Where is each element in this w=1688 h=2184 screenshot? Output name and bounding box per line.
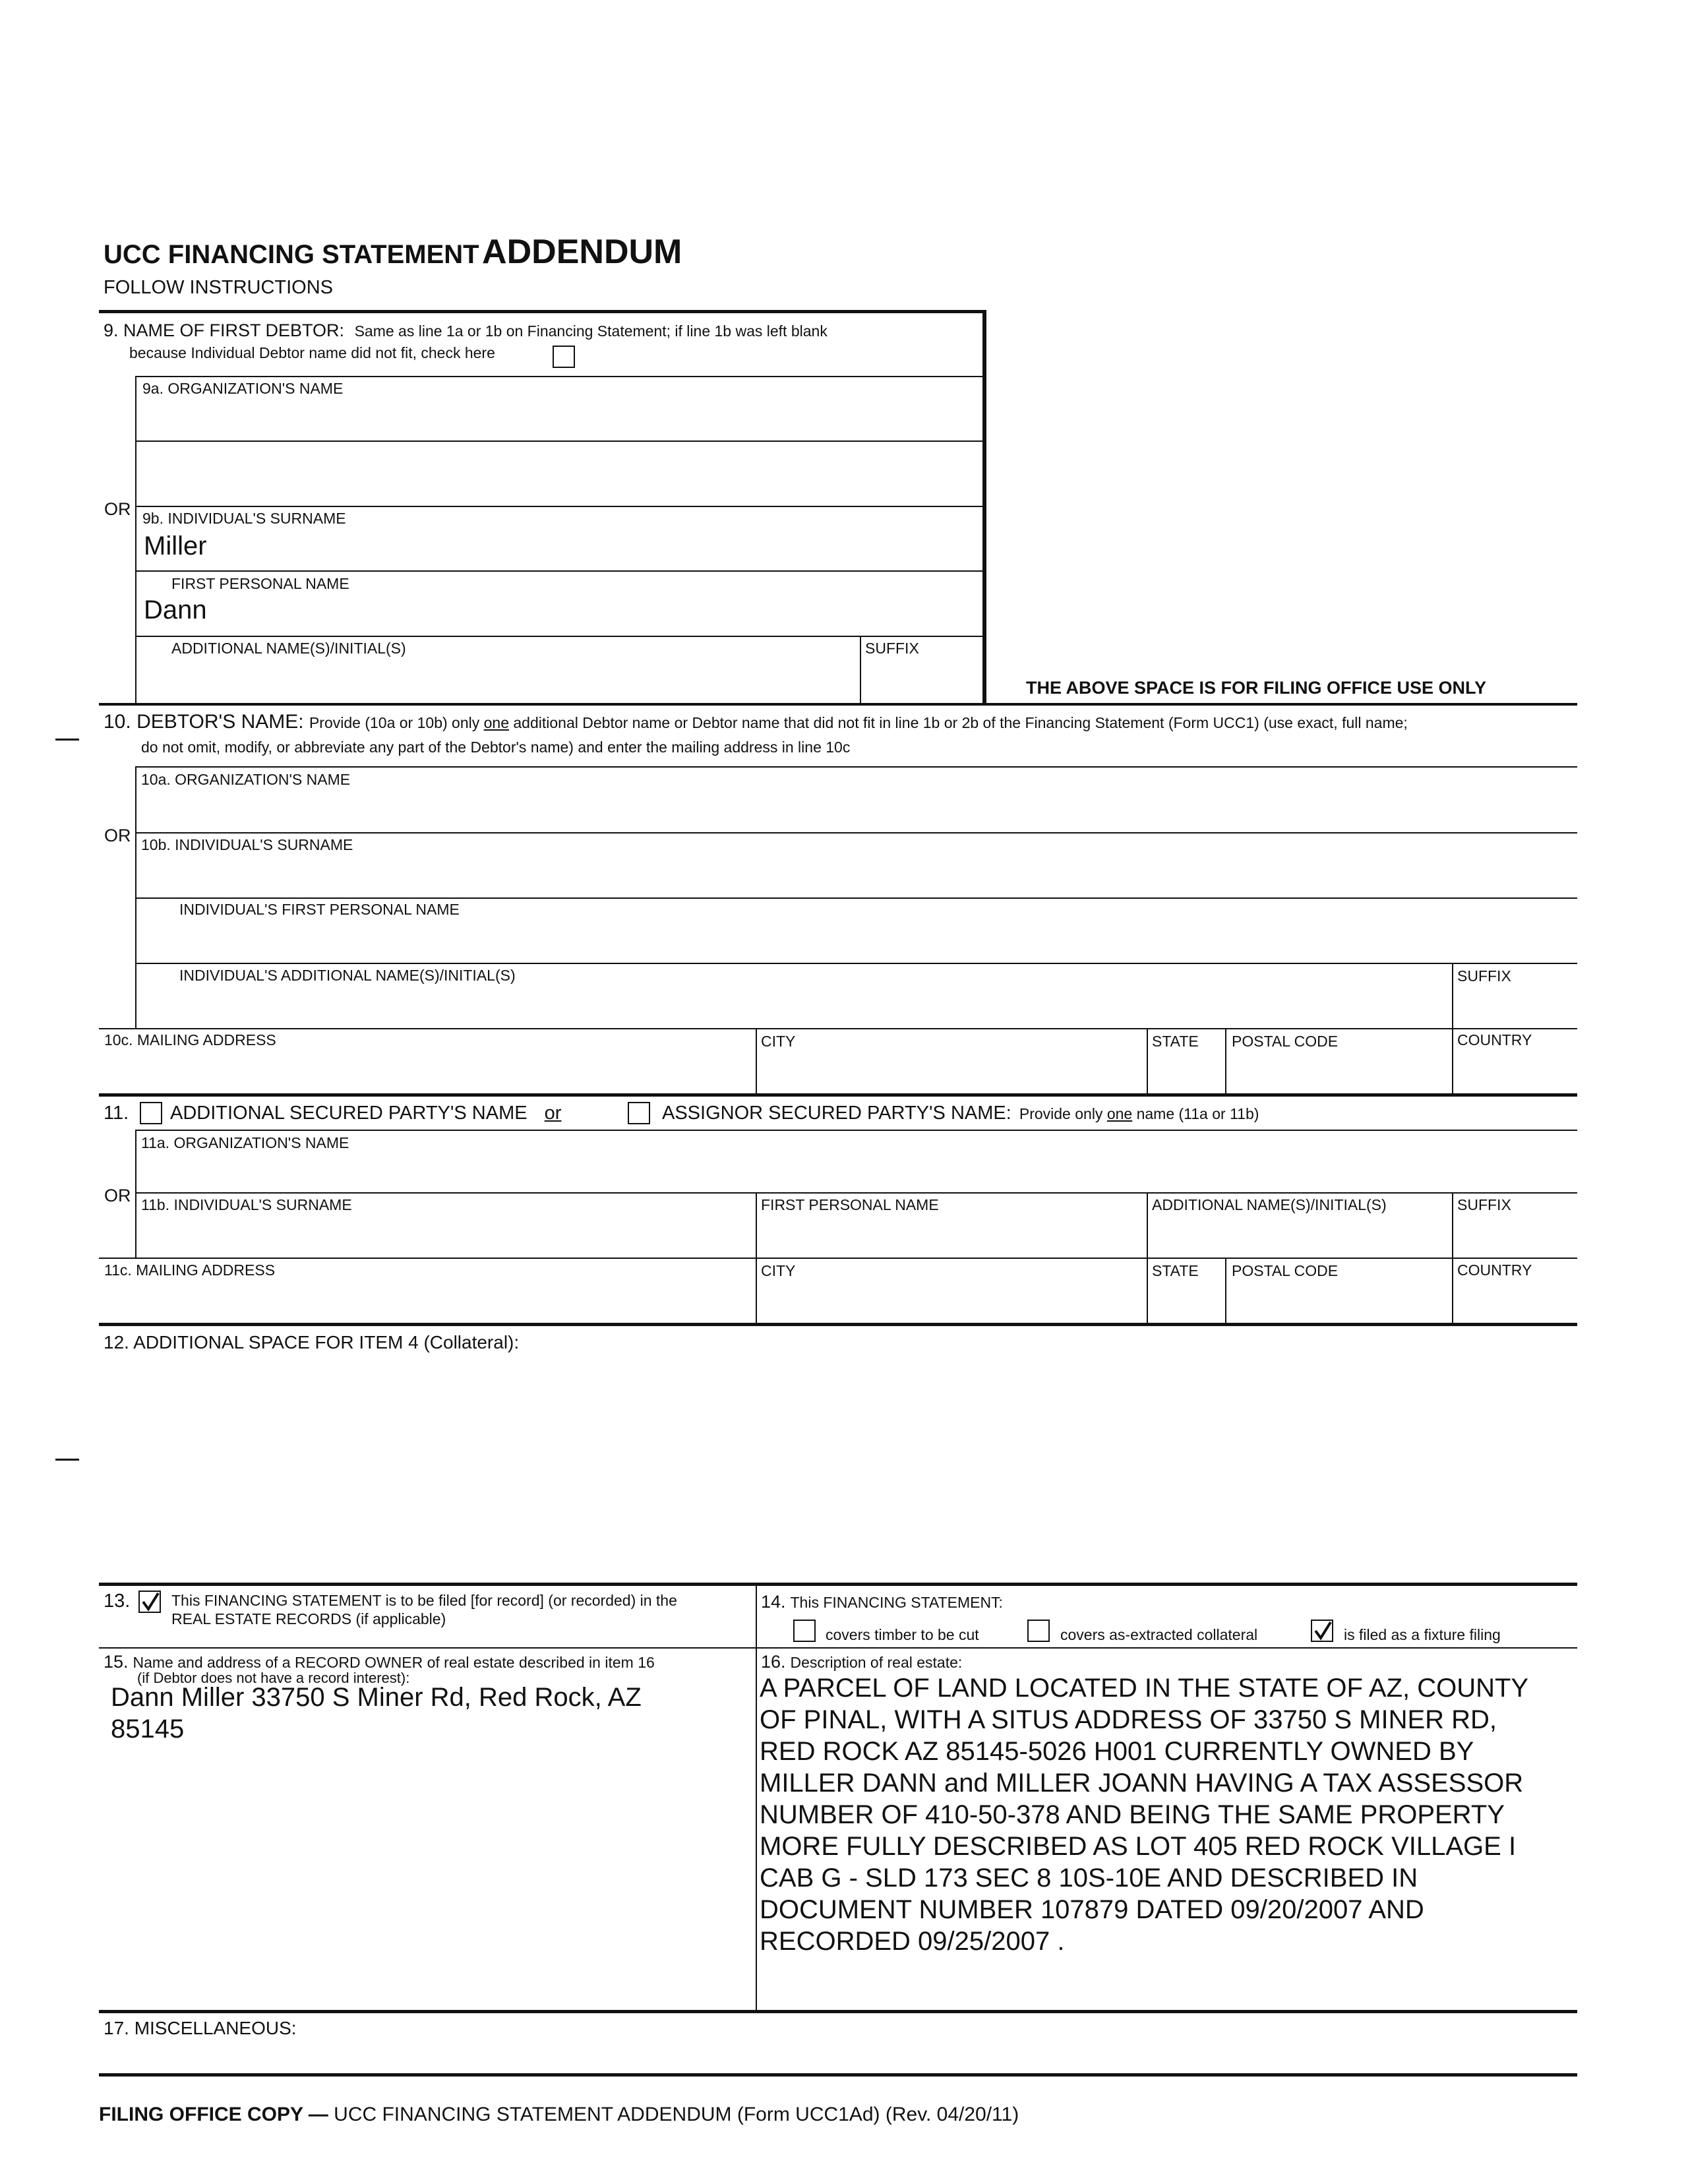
s11-top-rule [99,1093,1577,1097]
s11-country-label: COUNTRY [1457,1261,1532,1279]
s10-or: OR [104,826,131,845]
s9b-value: Miller [144,531,207,561]
s9-or: OR [104,499,131,519]
s11-additional-label: ADDITIONAL SECURED PARTY'S NAME or [170,1103,562,1124]
s15-label: 15. Name and address of a RECORD OWNER of real estate described in item 16 [104,1652,655,1672]
s11-additional-checkbox[interactable] [140,1102,162,1124]
s10-city-divider [756,1028,757,1094]
s10-first-label: INDIVIDUAL'S FIRST PERSONAL NAME [179,901,460,918]
s9-rule-b [135,440,984,442]
s10b-label: 10b. INDIVIDUAL'S SURNAME [141,836,353,853]
s11-first-label: FIRST PERSONAL NAME [761,1196,939,1213]
s17-top-rule [99,2010,1577,2013]
s10-suffix-divider [1452,963,1453,1029]
s10-postal-label: POSTAL CODE [1232,1033,1339,1050]
check-icon [1313,1621,1332,1641]
s13-checkbox[interactable] [138,1591,161,1613]
s14-label: 14. This FINANCING STATEMENT: [761,1592,1003,1612]
s10-rule-e [99,1028,1577,1029]
s9-heading: 9. NAME OF FIRST DEBTOR: Same as line 1a or 1b on Financing Statement; if line 1b was left blank [104,320,828,340]
s9-first-value: Dann [144,595,207,624]
s9-suffix-divider [860,636,861,703]
s16-line: A PARCEL OF LAND LOCATED IN THE STATE OF AZ, COUNTY [760,1674,1529,1703]
s11-assignor-label: ASSIGNOR SECURED PARTY'S NAME: Provide only one name (11a or 11b) [662,1103,1259,1124]
s11-suffix-divider [1452,1192,1453,1258]
s15-sub: (if Debtor does not have a record interest): [137,1670,410,1686]
s9-additional-label: ADDITIONAL NAME(S)/INITIAL(S) [171,640,406,657]
s16-description [760,1672,1576,1957]
s13-num: 13. [104,1591,131,1612]
s9-left-rule [135,376,136,703]
s11-additional-name-label: ADDITIONAL NAME(S)/INITIAL(S) [1152,1196,1387,1213]
s10-rule-c [135,897,1577,899]
s17-bottom-rule [99,2073,1577,2077]
s10-note2: do not omit, modify, or abbreviate any part of the Debtor's name) and enter the mailing address in line 10c [141,739,851,756]
s9a-label: 9a. ORGANIZATION'S NAME [142,380,344,397]
s14-fixture-label: is filed as a fixture filing [1344,1626,1501,1643]
s11-rule-c [99,1258,1577,1259]
s11-city-divider [756,1258,757,1323]
s11a-label: 11a. ORGANIZATION'S NAME [141,1134,349,1151]
form-title-main: UCC FINANCING STATEMENT [104,240,479,269]
s16-line: MILLER DANN and MILLER JOANN HAVING A TAX ASSESSOR [760,1769,1524,1798]
s11b-label: 11b. INDIVIDUAL'S SURNAME [141,1196,352,1213]
s10-postal-divider [1225,1028,1226,1094]
s11-or: OR [104,1186,131,1205]
s16-line: NUMBER OF 410-50-378 AND BEING THE SAME PROPERTY [760,1800,1505,1829]
s16-line: DOCUMENT NUMBER 107879 DATED 09/20/2007 AND [760,1895,1424,1924]
s11-rule-b [135,1192,1577,1194]
s10-country-divider [1452,1028,1453,1094]
s16-label: 16. Description of real estate: [761,1652,963,1672]
s11-additional-divider [1147,1192,1148,1258]
s11-suffix-label: SUFFIX [1457,1196,1511,1213]
s10a-label: 10a. ORGANIZATION'S NAME [141,771,351,788]
s9-rule-e [135,636,984,637]
s11-state-label: STATE [1152,1262,1199,1279]
s15-top-rule [99,1647,1577,1649]
form-title [104,232,682,272]
s10-heading: 10. DEBTOR'S NAME: Provide (10a or 10b) only one additional Debtor name or Debtor name that did not fit in line 1b or 2b of the Financing Statement (Form UCC1) (use exact, full name; [104,711,1408,733]
s14-extracted-checkbox[interactable] [1027,1620,1050,1642]
s13-top-rule [99,1583,1577,1586]
follow-instructions: FOLLOW INSTRUCTIONS [104,277,334,298]
margin-mark-2 [55,1459,79,1461]
s11-num: 11. [104,1103,129,1124]
s14-extracted-label: covers as-extracted collateral [1060,1626,1258,1643]
s14-fixture-checkbox[interactable] [1311,1620,1333,1642]
s10-state-divider [1147,1028,1148,1094]
s15-owner-line1: Dann Miller 33750 S Miner Rd, Red Rock, AZ [111,1683,642,1712]
s13-text2: REAL ESTATE RECORDS (if applicable) [171,1610,446,1627]
s9-suffix-label: SUFFIX [865,640,919,657]
s10-city-label: CITY [761,1033,796,1050]
s14-timber-checkbox[interactable] [793,1620,816,1642]
s10-state-label: STATE [1152,1033,1199,1050]
s11-rule-a [135,1130,1577,1131]
s9-note2: because Individual Debtor name did not fit, check here [129,344,495,361]
s10c-label: 10c. MAILING ADDRESS [104,1031,276,1048]
s11c-label: 11c. MAILING ADDRESS [104,1261,276,1279]
footer: FILING OFFICE COPY — UCC FINANCING STATEMENT ADDENDUM (Form UCC1Ad) (Rev. 04/20/11) [99,2104,1019,2125]
s12-label: 12. ADDITIONAL SPACE FOR ITEM 4 (Collateral): [104,1332,520,1352]
s10-rule-d [135,963,1577,964]
s11-country-divider [1452,1258,1453,1323]
s16-line: CAB G - SLD 173 SEC 8 10S-10E AND DESCRIBED IN [760,1864,1418,1893]
s9-first-label: FIRST PERSONAL NAME [171,575,349,592]
form-title-addendum: ADDENDUM [482,233,682,271]
s9-rule-a [135,376,984,377]
s10-top-rule [99,703,1577,706]
s16-line: RED ROCK AZ 85145-5026 H001 CURRENTLY OWNED BY [760,1737,1474,1766]
s13-text1: This FINANCING STATEMENT is to be filed [for record] (or recorded) in the [171,1592,677,1609]
s11-state-divider [1147,1258,1148,1323]
s11-postal-label: POSTAL CODE [1232,1262,1339,1279]
s15-owner-line2: 85145 [111,1714,185,1744]
check-icon [141,1592,160,1612]
s17-label: 17. MISCELLANEOUS: [104,2018,297,2038]
s9-right-rule [982,310,986,706]
s11-first-divider [756,1192,757,1258]
s16-line: MORE FULLY DESCRIBED AS LOT 405 RED ROCK VILLAGE I [760,1832,1517,1861]
s16-line: OF PINAL, WITH A SITUS ADDRESS OF 33750 S MINER RD, [760,1705,1497,1734]
s10-country-label: COUNTRY [1457,1031,1532,1048]
s11-city-label: CITY [761,1262,796,1279]
s11-left-rule [135,1130,136,1259]
s9-rule-d [135,570,984,572]
s16-line: RECORDED 09/25/2007 . [760,1927,1065,1956]
filing-office-note: THE ABOVE SPACE IS FOR FILING OFFICE USE ONLY [1026,678,1487,698]
s10-rule-b [135,832,1577,834]
margin-mark-1 [55,739,79,741]
s9-checkbox[interactable] [553,346,575,368]
s14-timber-label: covers timber to be cut [826,1626,979,1643]
s10-suffix-label: SUFFIX [1457,967,1511,985]
s9-top-rule [99,310,986,313]
s10-additional-label: INDIVIDUAL'S ADDITIONAL NAME(S)/INITIAL(S) [179,967,516,984]
s12-top-rule [99,1323,1577,1326]
s11-postal-divider [1225,1258,1226,1323]
s10-rule-a [135,766,1577,768]
s11-assignor-checkbox[interactable] [628,1102,650,1124]
s9-rule-c [135,506,984,507]
s9b-label: 9b. INDIVIDUAL'S SURNAME [142,510,346,527]
